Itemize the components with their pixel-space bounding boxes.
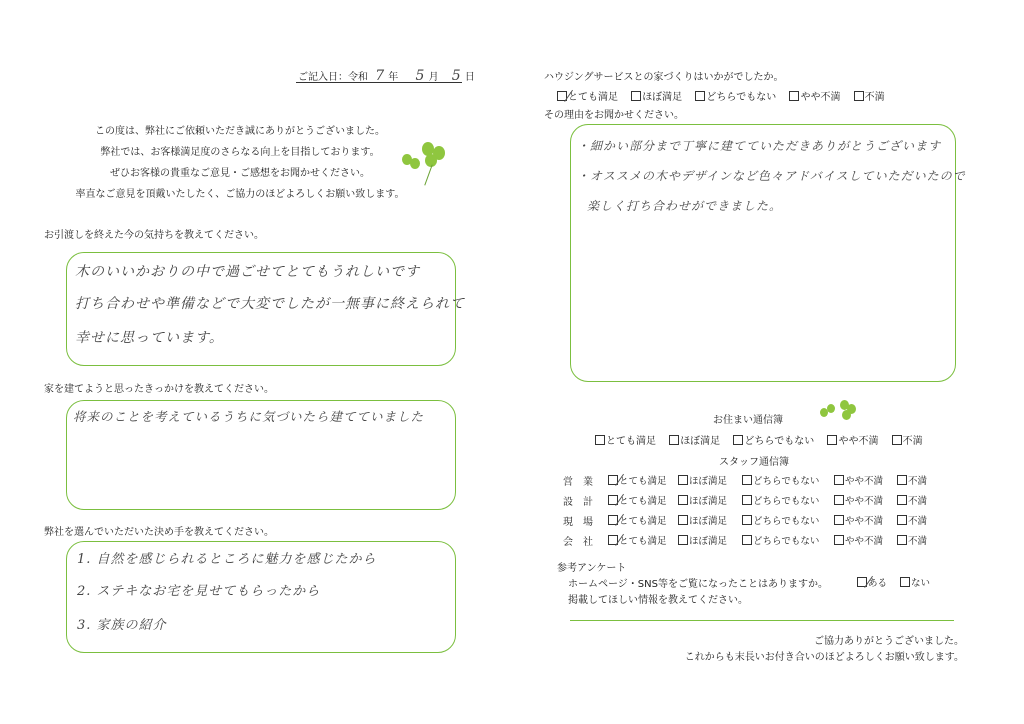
residence-title: お住まい通信簿: [713, 415, 783, 426]
q3-label: 弊社を選んでいただいた決め手を教えてください。: [44, 527, 274, 538]
survey-answer-line[interactable]: [570, 620, 954, 621]
staff-option[interactable]: とても満足: [608, 513, 667, 527]
closing-line: これからも末長いお付き合いのほどよろしくお願い致します。: [684, 652, 964, 663]
date-day-unit: 日: [464, 72, 475, 83]
q2-answer-box[interactable]: [66, 400, 456, 510]
staff-option[interactable]: ほぼ満足: [678, 533, 727, 547]
staff-option[interactable]: やや不満: [834, 513, 883, 527]
staff-row-label: 会 社: [563, 537, 593, 548]
date-underline: [296, 82, 462, 83]
residence-option[interactable]: とても満足: [595, 436, 656, 447]
clover-illustration: [398, 138, 454, 188]
staff-option[interactable]: やや不満: [834, 473, 883, 487]
checkbox[interactable]: [669, 435, 679, 445]
residence-option[interactable]: ほぼ満足: [669, 436, 720, 447]
q4-reason-line: 楽しく打ち合わせができました。: [587, 199, 783, 213]
staff-option[interactable]: とても満足: [608, 533, 667, 547]
staff-option[interactable]: 不満: [897, 493, 927, 507]
checkbox[interactable]: [733, 435, 743, 445]
staff-option[interactable]: どちらでもない: [742, 473, 819, 487]
intro-line: 弊社では、お客様満足度のさらなる向上を目指しております。: [100, 147, 380, 158]
date-year: 7: [375, 68, 386, 84]
intro-line: 率直なご意見を頂戴いたしたく、ご協力のほどよろしくお願い致します。: [75, 189, 405, 200]
q4-option[interactable]: ほぼ満足: [631, 92, 682, 103]
q4-option[interactable]: 不満: [854, 92, 885, 103]
checkbox[interactable]: [892, 435, 902, 445]
q4-reason-line: ・細かい部分まで丁寧に建てていただきありがとうございます: [577, 139, 942, 153]
staff-option[interactable]: ほぼ満足: [678, 473, 727, 487]
checkbox[interactable]: [557, 91, 567, 101]
survey-hp-option-yes[interactable]: ある: [857, 575, 887, 589]
staff-option[interactable]: とても満足: [608, 493, 667, 507]
staff-option[interactable]: やや不満: [834, 533, 883, 547]
date-label: ご記入日：令和: [298, 72, 368, 83]
q1-answer-box[interactable]: [66, 252, 465, 366]
staff-row-label: 営 業: [563, 477, 593, 488]
q4-reason-label: その理由をお聞かせください。: [544, 110, 684, 121]
checkbox[interactable]: [857, 577, 867, 587]
q4-option[interactable]: やや不満: [789, 92, 840, 103]
q1-answer-line: 幸せに思っています。: [75, 330, 224, 346]
staff-option[interactable]: とても満足: [608, 473, 667, 487]
clover-illustration: [818, 398, 858, 424]
date-month-unit: 月: [428, 72, 439, 83]
staff-option[interactable]: 不満: [897, 513, 927, 527]
checkbox[interactable]: [789, 91, 799, 101]
checkbox[interactable]: [827, 435, 837, 445]
date-month: 5: [415, 68, 426, 84]
q4-option[interactable]: どちらでもない: [695, 92, 776, 103]
checkbox[interactable]: [900, 577, 910, 587]
residence-options: [595, 432, 923, 447]
checkbox[interactable]: [631, 91, 641, 101]
intro-text: [70, 121, 410, 205]
q1-answer-line: 打ち合わせや準備などで大変でしたが一無事に終えられて: [75, 296, 465, 312]
date-year-unit: 年: [388, 72, 399, 83]
staff-option[interactable]: どちらでもない: [742, 533, 819, 547]
residence-option[interactable]: やや不満: [827, 436, 878, 447]
residence-option[interactable]: どちらでもない: [733, 436, 814, 447]
staff-option[interactable]: ほぼ満足: [678, 513, 727, 527]
staff-option[interactable]: やや不満: [834, 493, 883, 507]
checkbox[interactable]: [695, 91, 705, 101]
survey-hp-question: ホームページ・SNS等をご覧になったことはありますか。: [568, 579, 828, 590]
q4-options: [557, 88, 885, 103]
checkbox[interactable]: [595, 435, 605, 445]
q4-label: ハウジングサービスとの家づくりはいかがでしたか。: [544, 72, 784, 83]
closing-line: ご協力ありがとうございました。: [814, 636, 964, 647]
staff-title: スタッフ通信簿: [719, 457, 789, 468]
intro-line: この度は、弊社にご依頼いただき誠にありがとうございました。: [95, 126, 385, 137]
q4-reason-line: ・オススメの木やデザインなど色々アドバイスしていただいたので: [577, 169, 966, 183]
q4-reason-box[interactable]: [570, 124, 966, 382]
staff-option[interactable]: 不満: [897, 533, 927, 547]
q3-answer-box[interactable]: [66, 541, 456, 653]
q1-label: お引渡しを終えた今の気持ちを教えてください。: [44, 230, 264, 241]
checkbox[interactable]: [854, 91, 864, 101]
staff-row-label: 設 計: [563, 497, 593, 508]
q1-answer-line: 木のいいかおりの中で過ごせてとてもうれしいです: [75, 264, 420, 280]
q3-answer-line: 2. ステキなお宅を見せてもらったから: [77, 584, 321, 599]
survey-title: 参考アンケート: [557, 563, 627, 574]
staff-row-label: 現 場: [563, 517, 593, 528]
q3-answer-line: 3. 家族の紹介: [77, 618, 167, 633]
q2-label: 家を建てようと思ったきっかけを教えてください。: [44, 384, 274, 395]
date-day: 5: [451, 68, 462, 84]
q3-answer-line: 1. 自然を感じられるところに魅力を感じたから: [77, 552, 377, 567]
survey-info-question: 掲載してほしい情報を教えてください。: [568, 595, 748, 606]
q4-option[interactable]: とても満足: [557, 92, 618, 103]
staff-option[interactable]: ほぼ満足: [678, 493, 727, 507]
residence-option[interactable]: 不満: [892, 436, 923, 447]
staff-option[interactable]: 不満: [897, 473, 927, 487]
staff-option[interactable]: どちらでもない: [742, 513, 819, 527]
q2-answer-line: 将来のことを考えているうちに気づいたら建てていました: [73, 409, 425, 424]
survey-hp-option-no[interactable]: ない: [900, 575, 930, 589]
intro-line: ぜひお客様の貴重なご意見・ご感想をお聞かせください。: [110, 168, 370, 179]
staff-option[interactable]: どちらでもない: [742, 493, 819, 507]
